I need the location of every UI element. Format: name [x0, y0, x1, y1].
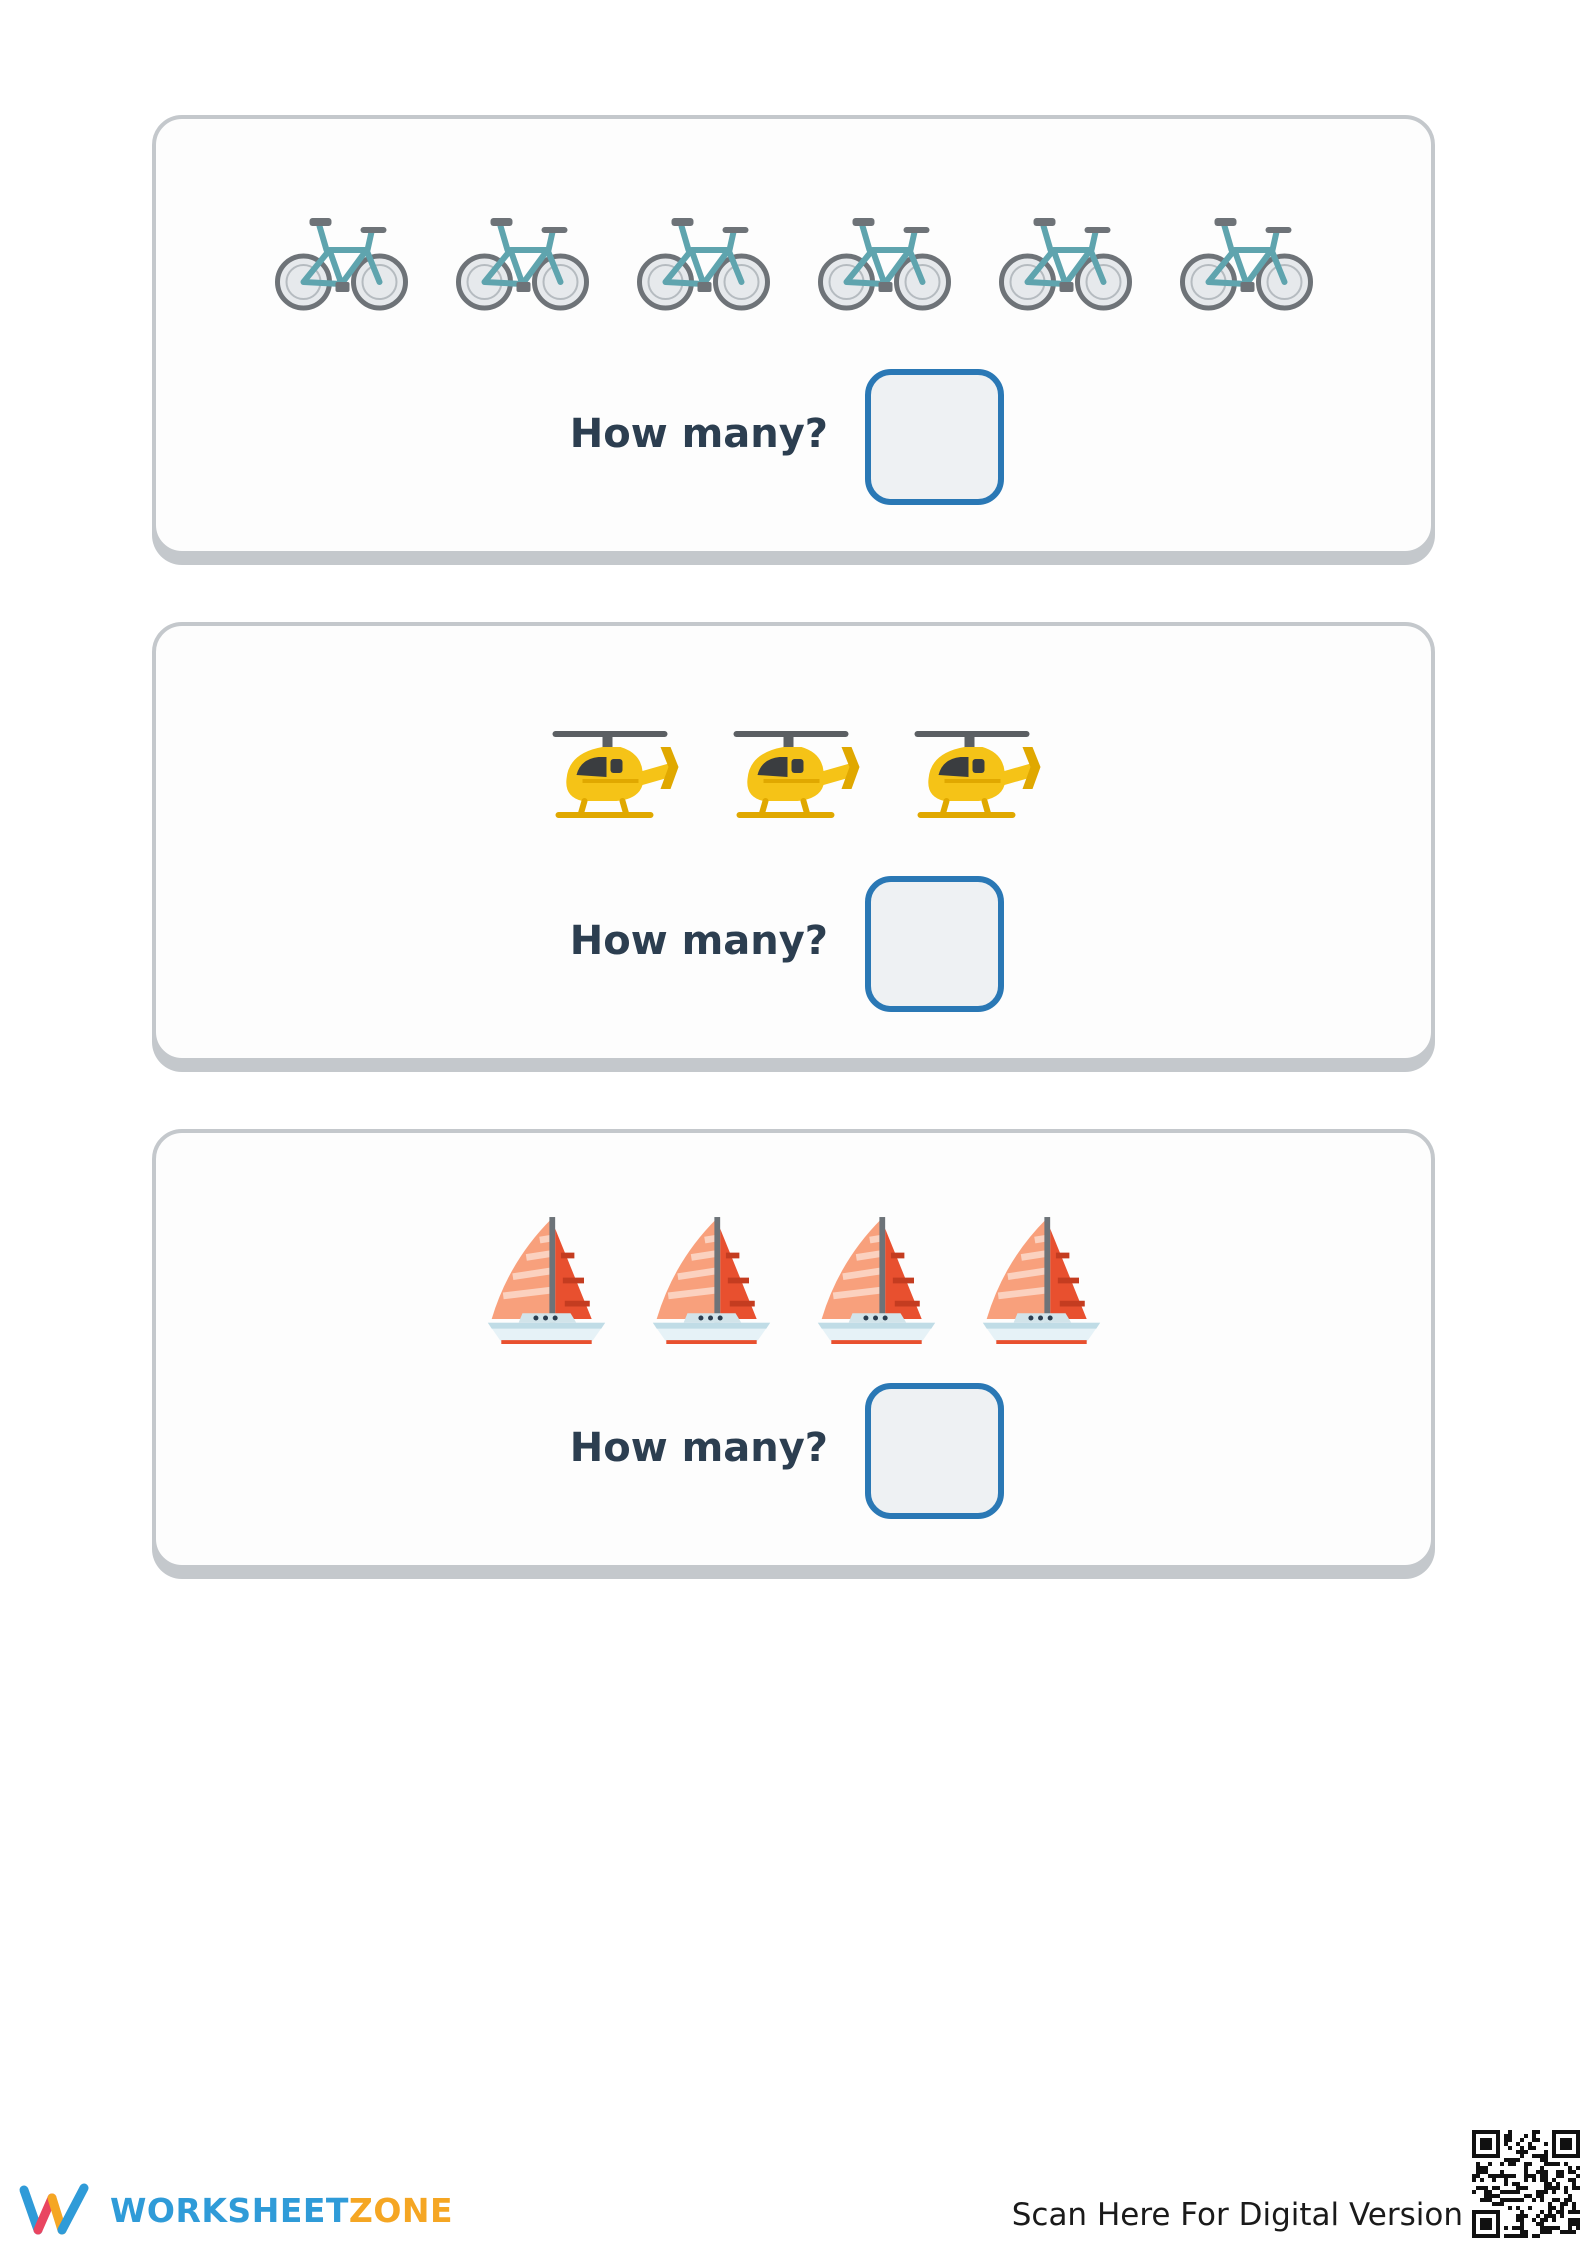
- helicopter-icon: [904, 719, 1045, 829]
- bicycle-row: [156, 204, 1431, 329]
- bicycle-icon: [995, 212, 1136, 322]
- worksheetzone-logo-icon: [18, 2182, 98, 2238]
- sailboat-row: [156, 1218, 1431, 1343]
- answer-box[interactable]: [865, 876, 1004, 1012]
- helicopter-row: [156, 711, 1431, 836]
- helicopter-icon: [723, 719, 864, 829]
- question-card-bicycles: [152, 115, 1435, 555]
- answer-box[interactable]: [865, 369, 1004, 505]
- sailboat-icon: [979, 1213, 1104, 1348]
- sailboat-icon: [484, 1213, 609, 1348]
- sailboat-icon: [814, 1213, 939, 1348]
- brand-logo: [18, 2182, 453, 2238]
- bicycle-icon: [452, 212, 593, 322]
- answer-box[interactable]: [865, 1383, 1004, 1519]
- how-many-label: How many?: [569, 918, 828, 964]
- question-card-sailboats: [152, 1129, 1435, 1569]
- bicycle-icon: [814, 212, 955, 322]
- how-many-label: How many?: [569, 411, 828, 457]
- qr-code-icon[interactable]: [1472, 2130, 1580, 2238]
- scan-text: Scan Here For Digital Version: [1011, 2197, 1463, 2233]
- brand-name: WORKSHEETZONE: [110, 2190, 454, 2230]
- bicycle-icon: [1176, 212, 1317, 322]
- helicopter-icon: [542, 719, 683, 829]
- bicycle-icon: [633, 212, 774, 322]
- sailboat-icon: [649, 1213, 774, 1348]
- question-card-helicopters: [152, 622, 1435, 1062]
- how-many-label: How many?: [569, 1425, 828, 1471]
- bicycle-icon: [271, 212, 412, 322]
